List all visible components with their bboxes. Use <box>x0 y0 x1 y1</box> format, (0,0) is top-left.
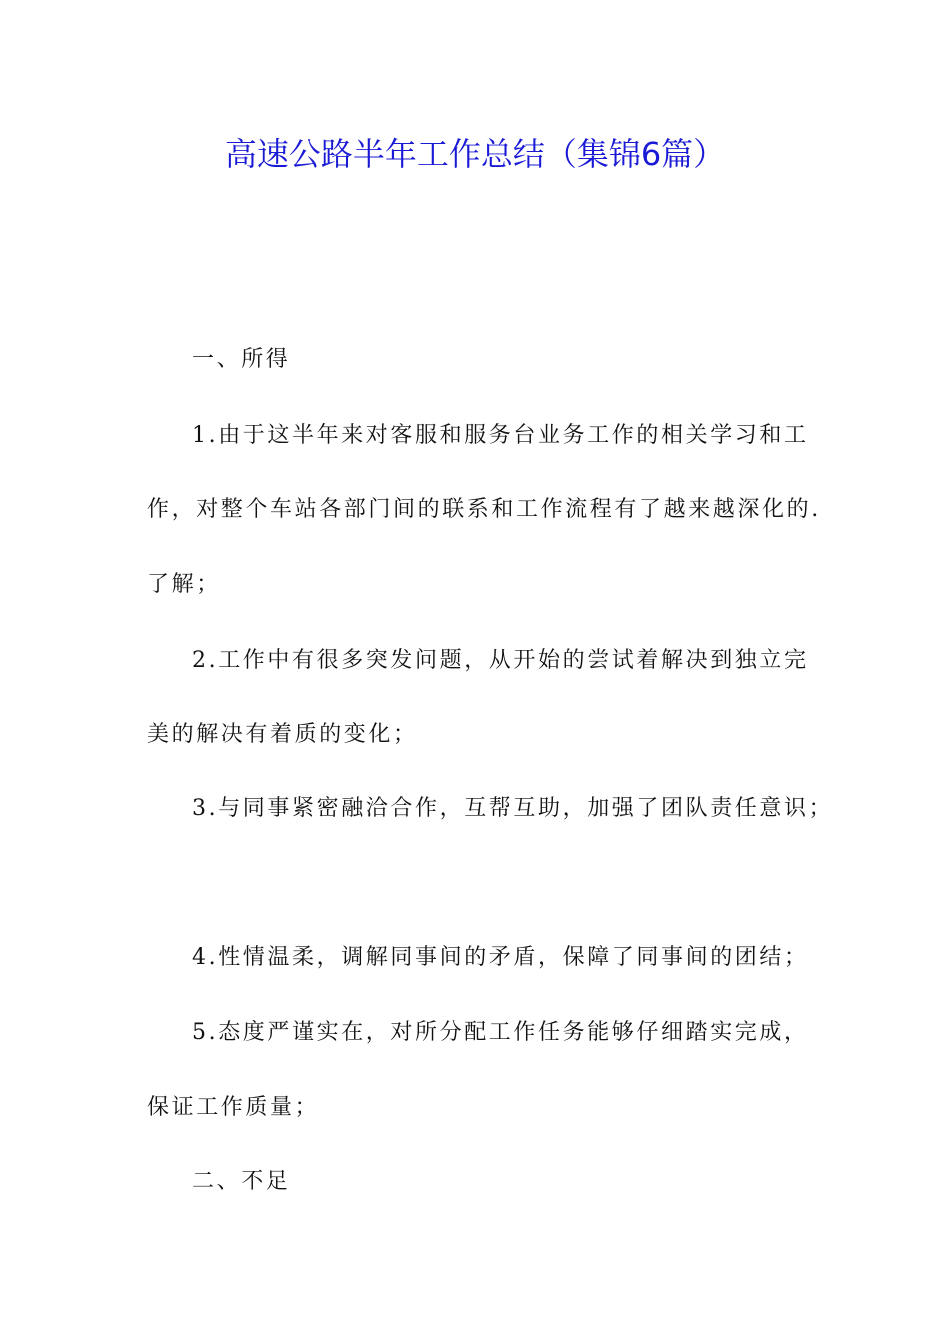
paragraph-line: 美的解决有着质的变化； <box>147 722 418 747</box>
paragraph-line: 5.态度严谨实在，对所分配工作任务能够仔细踏实完成， <box>192 1020 809 1045</box>
paragraph-line: 了解； <box>147 572 221 597</box>
paragraph-line: 4.性情温柔，调解同事间的矛盾，保障了同事间的团结； <box>192 945 809 970</box>
paragraph-line: 1.由于这半年来对客服和服务台业务工作的相关学习和工 <box>192 423 809 448</box>
paragraph-line: 3.与同事紧密融洽合作，互帮互助，加强了团队责任意识； <box>192 796 834 821</box>
section-heading-shortcomings: 二、不足 <box>192 1169 291 1194</box>
paragraph-line: 2.工作中有很多突发问题，从开始的尝试着解决到独立完 <box>192 648 809 673</box>
section-heading-gains: 一、所得 <box>192 347 291 372</box>
paragraph-line: 作，对整个车站各部门间的联系和工作流程有了越来越深化的. <box>147 497 821 522</box>
paragraph-line: 保证工作质量； <box>147 1095 320 1120</box>
document-title: 高速公路半年工作总结（集锦6篇） <box>224 135 726 173</box>
